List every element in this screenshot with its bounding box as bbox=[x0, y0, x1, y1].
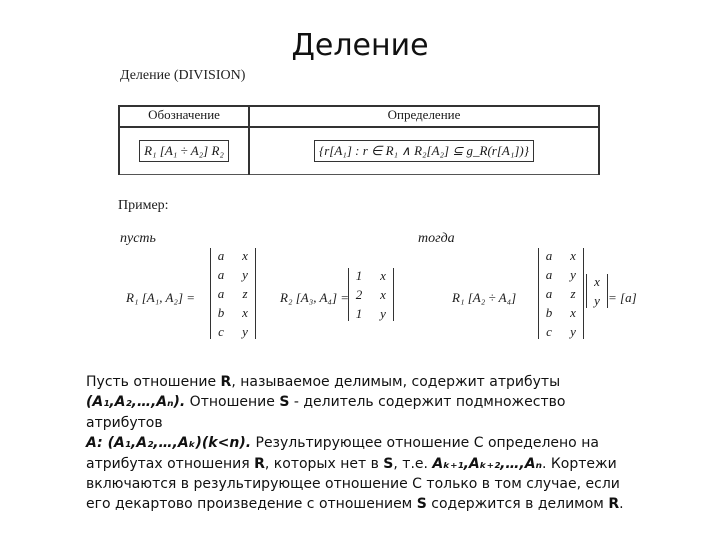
result-left-cell: y bbox=[570, 267, 576, 282]
result-right-cell: x bbox=[594, 274, 600, 289]
desc-text: Результирующее отношение С определено на bbox=[251, 435, 599, 452]
r2-cell: x bbox=[380, 287, 386, 302]
result-value: = [a] bbox=[608, 290, 637, 305]
column-header-notation: Обозначение bbox=[119, 106, 249, 127]
result-left-cell: b bbox=[545, 305, 553, 320]
r1-cell: x bbox=[242, 248, 248, 263]
division-figure bbox=[110, 68, 637, 360]
desc-text: содержится в делимом bbox=[426, 496, 609, 513]
desc-relation-s: S bbox=[279, 394, 290, 411]
definition-cell bbox=[249, 127, 599, 175]
desc-subset-attributes: A: (A₁,A₂,…,Aₖ)(k<n). bbox=[86, 435, 252, 452]
r1-cell: a bbox=[217, 286, 225, 301]
r1-cell: y bbox=[242, 267, 248, 282]
desc-remaining-attributes: Aₖ₊₁,Aₖ₊₂,…,Aₙ bbox=[432, 455, 542, 472]
result-left-cell: z bbox=[570, 286, 576, 301]
let-label: пусть bbox=[120, 231, 156, 246]
definition-table bbox=[118, 105, 600, 175]
r2-cell: 2 bbox=[355, 287, 363, 302]
description-paragraph bbox=[86, 372, 646, 515]
example-label: Пример: bbox=[118, 198, 169, 213]
then-label: тогда bbox=[418, 231, 455, 246]
result-left-cell: x bbox=[570, 305, 576, 320]
r1-cell: z bbox=[242, 286, 248, 301]
result-left-cell: a bbox=[545, 248, 553, 263]
result-left-cell: x bbox=[570, 248, 576, 263]
desc-text: , которых нет в bbox=[264, 455, 384, 472]
r1-cell: x bbox=[242, 305, 248, 320]
notation-formula: R₁ [A₁ ÷ A₂] R₂ bbox=[139, 140, 229, 162]
desc-text: атрибутах отношения bbox=[86, 455, 255, 472]
result-left-cell: c bbox=[546, 324, 552, 339]
result-left-cell: a bbox=[545, 267, 553, 282]
r2-cell: 1 bbox=[355, 268, 363, 283]
slide-title: Деление bbox=[291, 28, 429, 63]
r2-cell: y bbox=[380, 306, 386, 321]
r1-cell: c bbox=[218, 324, 224, 339]
result-right-cell: y bbox=[594, 293, 600, 308]
r1-cell: b bbox=[217, 305, 225, 320]
result-left-matrix bbox=[538, 248, 584, 339]
desc-relation-r: R bbox=[254, 455, 265, 472]
r2-matrix bbox=[348, 268, 394, 321]
desc-text: , называемое делимым, содержит атрибуты bbox=[231, 374, 561, 390]
result-label: R₁ [A₂ ÷ A₄] bbox=[452, 290, 517, 305]
desc-attributes: (A₁,A₂,…,Aₙ). bbox=[86, 394, 186, 411]
desc-relation-r: R bbox=[220, 374, 232, 390]
desc-text: - делитель содержит подмножество атрибутов bbox=[86, 394, 566, 431]
desc-relation-s: S bbox=[383, 455, 394, 472]
desc-relation-r: R bbox=[608, 496, 620, 513]
desc-text: . Кортежи bbox=[541, 455, 617, 472]
column-header-definition: Определение bbox=[249, 106, 599, 127]
r1-label: R₁ [A₁, A₂] = bbox=[126, 290, 196, 305]
definition-formula: {r[A₁] : r ∈ R₁ ∧ R₂[A₂] ⊆ g_R(r[A₁])} bbox=[314, 140, 534, 162]
r1-matrix bbox=[210, 248, 256, 339]
r1-cell: y bbox=[242, 324, 248, 339]
desc-text: . bbox=[619, 496, 624, 513]
desc-text: Пусть отношение bbox=[86, 374, 221, 390]
desc-text: , т.е. bbox=[393, 455, 433, 472]
desc-text: Отношение bbox=[185, 394, 280, 411]
desc-relation-s: S bbox=[416, 496, 427, 513]
result-left-cell: a bbox=[545, 286, 553, 301]
desc-text: включаются в результирующее отношение С только в том случае, если bbox=[86, 476, 620, 493]
r2-label: R₂ [A₃, A₄] = bbox=[280, 290, 350, 305]
r2-cell: 1 bbox=[355, 306, 363, 321]
section-title: Деление (DIVISION) bbox=[120, 68, 246, 83]
desc-text: его декартово произведение с отношением bbox=[86, 496, 417, 513]
result-left-cell: y bbox=[570, 324, 576, 339]
r1-cell: a bbox=[217, 267, 225, 282]
notation-cell bbox=[119, 127, 249, 175]
result-right-matrix bbox=[586, 274, 608, 308]
r2-cell: x bbox=[380, 268, 386, 283]
r1-cell: a bbox=[217, 248, 225, 263]
